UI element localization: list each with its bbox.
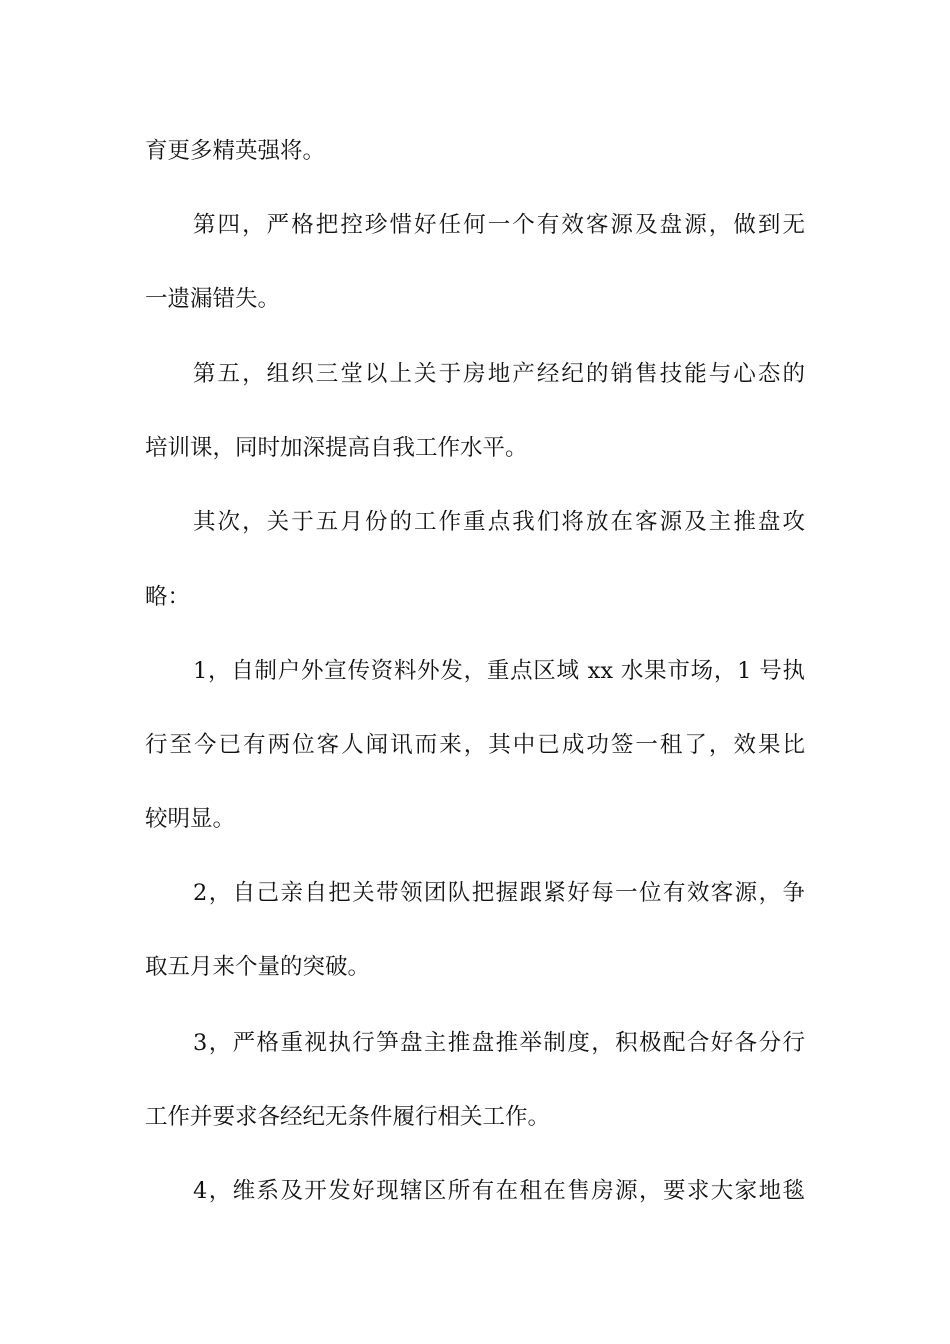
text-line-7: 略： — [145, 584, 191, 610]
text-line-11: 2，自己亲自把关带领团队把握跟紧好每一位有效客源，争 — [193, 880, 805, 906]
text-line-12: 取五月来个量的突破。 — [145, 954, 371, 980]
text-line-10: 较明显。 — [145, 806, 236, 832]
text-line-13: 3，严格重视执行笋盘主推盘推举制度，积极配合好各分行 — [193, 1030, 805, 1056]
text-line-2: 第四，严格把控珍惜好任何一个有效客源及盘源，做到无 — [193, 212, 805, 238]
text-line-1: 育更多精英强将。 — [145, 138, 326, 164]
text-line-15: 4，维系及开发好现辖区所有在租在售房源，要求大家地毯 — [193, 1178, 805, 1204]
text-line-5: 培训课，同时加深提高自我工作水平。 — [145, 435, 528, 461]
text-line-4: 第五，组织三堂以上关于房地产经纪的销售技能与心态的 — [193, 361, 805, 387]
text-line-9: 行至今已有两位客人闻讯而来，其中已成功签一租了，效果比 — [145, 732, 805, 758]
text-line-6: 其次，关于五月份的工作重点我们将放在客源及主推盘攻 — [193, 509, 805, 535]
text-line-8: 1，自制户外宣传资料外发，重点区域 xx 水果市场，1 号执 — [193, 658, 805, 684]
text-line-14: 工作并要求各经纪无条件履行相关工作。 — [145, 1104, 551, 1130]
text-line-3: 一遗漏错失。 — [145, 286, 281, 312]
